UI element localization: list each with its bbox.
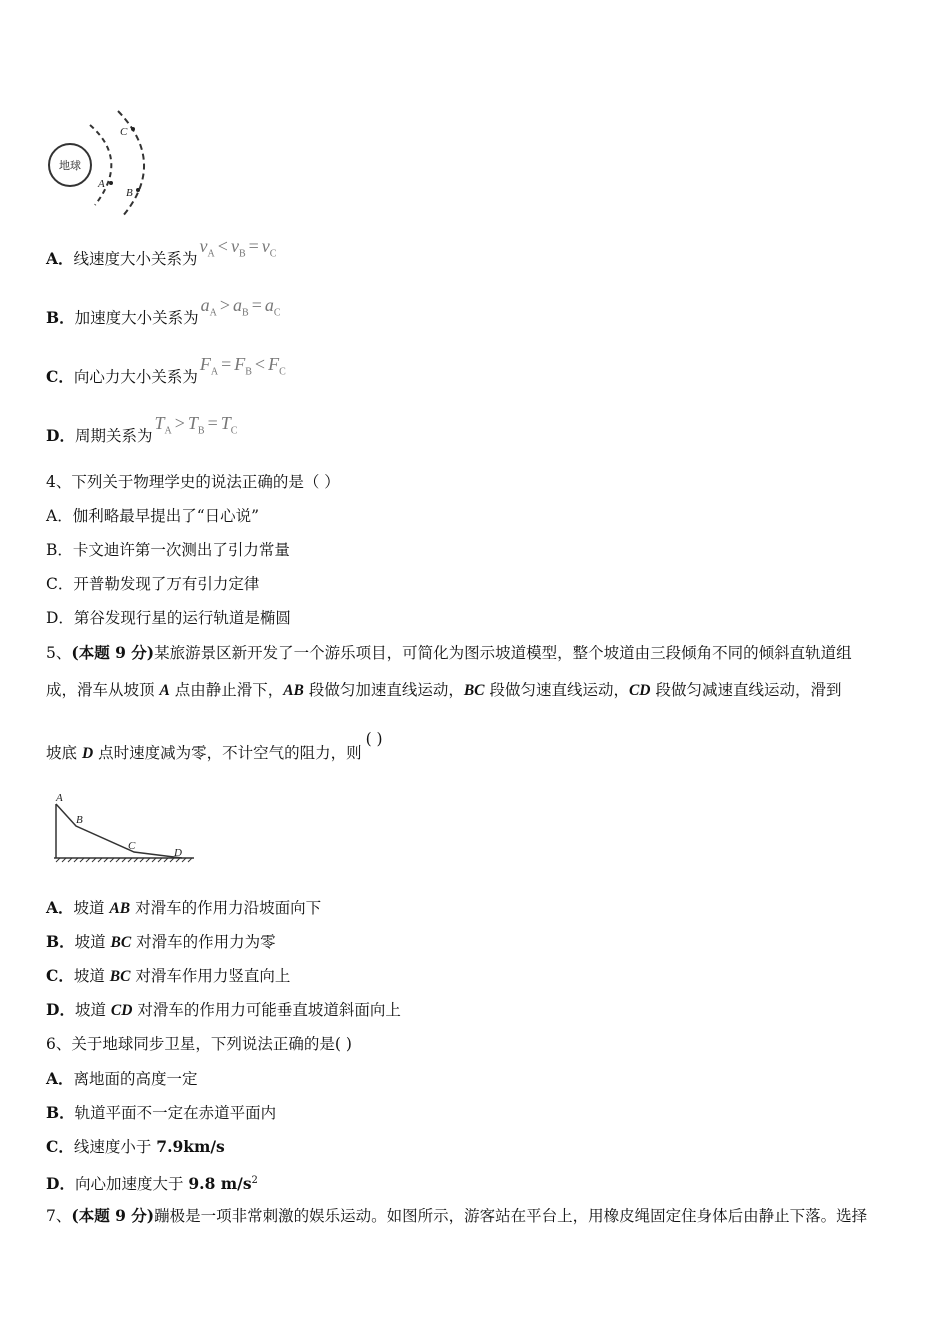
label-c: C <box>120 126 128 138</box>
q4-option-a: A．伽利略最早提出了“日心说” <box>46 507 260 525</box>
slope-figure <box>44 788 204 868</box>
label-a: A <box>98 178 105 190</box>
label-b: B <box>76 814 83 826</box>
slope-track <box>56 804 182 858</box>
label-a: A <box>56 792 63 804</box>
label-c: C <box>128 840 136 852</box>
q6-option-a: A．离地面的高度一定 <box>46 1069 198 1088</box>
q3-option-b <box>46 295 281 337</box>
option-key: A． <box>46 249 74 268</box>
q6-option-d: D．向心加速度大于 9.8 $m/s^2$ <box>46 1174 258 1194</box>
q5-line-3: 坡底 D 点时速度减为零，不计空气的阻力，则( ) <box>46 730 383 762</box>
option-text: 加速度大小关系为 <box>74 309 199 327</box>
q5-line-2: 成，滑车从坡顶 A 点由静止滑下，AB 段做匀加速直线运动，BC 段做匀速直线运动，CD 段做匀减速直线运动，滑到 <box>46 681 842 699</box>
formula: $a_A > a_B = a_C$ <box>200 295 281 319</box>
label-d: D <box>174 847 182 859</box>
formula: $T_A > T_B = T_C$ <box>154 413 238 437</box>
label-b: B <box>126 187 133 199</box>
satellite-a <box>109 181 113 185</box>
formula: $v_A < v_B = v_C$ <box>199 236 277 260</box>
q3-option-a <box>46 236 277 278</box>
satellite-c <box>131 127 135 131</box>
q4-option-c: C．开普勒发现了万有引力定律 <box>46 575 260 593</box>
q6-option-c: C．线速度小于 7.9km/s <box>46 1137 225 1156</box>
q6-stem: 6、关于地球同步卫星，下列说法正确的是( ) <box>46 1035 352 1053</box>
q5-line-1: 5、(本题 9 分)某旅游景区新开发了一个游乐项目，可简化为图示坡道模型，整个坡道由三段倾角不同的倾斜直轨道组 <box>46 643 852 662</box>
q5-option-a: A．坡道 AB 对滑车的作用力沿坡面向下 <box>46 898 322 917</box>
option-text: 周期关系为 <box>74 427 153 445</box>
option-key: D． <box>46 426 75 445</box>
option-key: B． <box>46 308 75 327</box>
formula: $F_A = F_B < F_C$ <box>199 354 286 378</box>
option-text: 线速度大小关系为 <box>73 250 198 268</box>
q7-line-1: 7、(本题 9 分)蹦极是一项非常刺激的娱乐运动。如图所示，游客站在平台上，用橡皮绳固定住身体后由静止下落。选择 <box>46 1206 868 1225</box>
option-key: C． <box>46 367 74 386</box>
satellite-b <box>136 188 140 192</box>
q3-option-c <box>46 354 286 396</box>
q4-stem: 4、下列关于物理学史的说法正确的是（ ） <box>46 473 340 491</box>
q4-option-d: D．第谷发现行星的运行轨道是椭圆 <box>46 609 291 627</box>
inner-orbit <box>90 125 111 205</box>
option-text: 向心力大小关系为 <box>73 368 198 386</box>
orbit-figure <box>40 105 200 225</box>
q6-option-b: B．轨道平面不一定在赤道平面内 <box>46 1103 277 1122</box>
q5-option-d: D．坡道 CD 对滑车的作用力可能垂直坡道斜面向上 <box>46 1000 401 1019</box>
score-label: (本题 9 分) <box>71 1206 155 1225</box>
q5-option-b: B．坡道 BC 对滑车的作用力为零 <box>46 932 276 951</box>
earth-label: 地球 <box>59 159 81 172</box>
score-label: (本题 9 分) <box>71 643 155 662</box>
q3-option-d <box>46 413 238 455</box>
answer-paren: ( ) <box>365 730 383 748</box>
q4-option-b: B．卡文迪许第一次测出了引力常量 <box>46 541 290 559</box>
q5-option-c: C．坡道 BC 对滑车作用力竖直向上 <box>46 966 291 985</box>
